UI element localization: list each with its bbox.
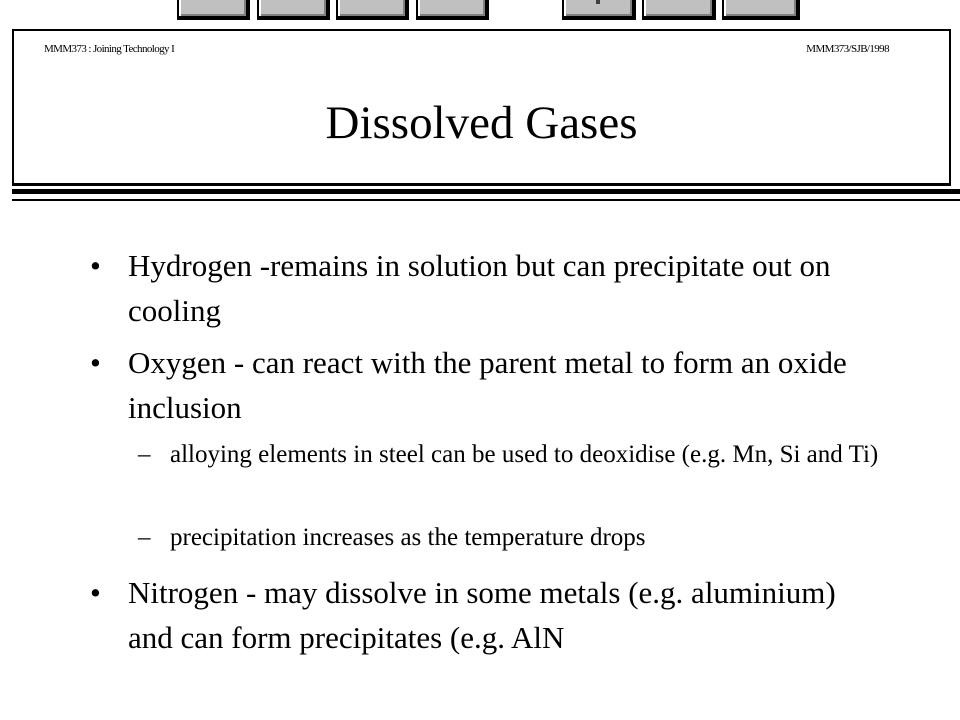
subbullet-marker: –: [138, 441, 151, 468]
bullet-marker: •: [90, 575, 101, 610]
bullet-marker: •: [90, 345, 101, 380]
bullet-text: Nitrogen - may dissolve in some metals (e.g. aluminium) and can form precipitates (e.g. AlN: [128, 575, 836, 655]
bullet-marker: •: [90, 248, 101, 283]
bullet-text: Oxygen - can react with the parent metal to form an oxide inclusion: [128, 345, 847, 425]
course-label: MMM373 : Joining Technology I: [44, 43, 175, 55]
subbullet-text: alloying elements in steel can be used to deoxidise (e.g. Mn, Si and Ti): [170, 441, 879, 468]
slide-code-label: MMM373/SJB/1998: [806, 43, 889, 55]
subbullet-text: precipitation increases as the temperature drops: [170, 524, 646, 551]
bullet-text: Hydrogen -remains in solution but can precipitate out on cooling: [128, 248, 831, 328]
slide-title: Dissolved Gases: [325, 97, 638, 149]
subbullet-marker: –: [138, 524, 151, 551]
